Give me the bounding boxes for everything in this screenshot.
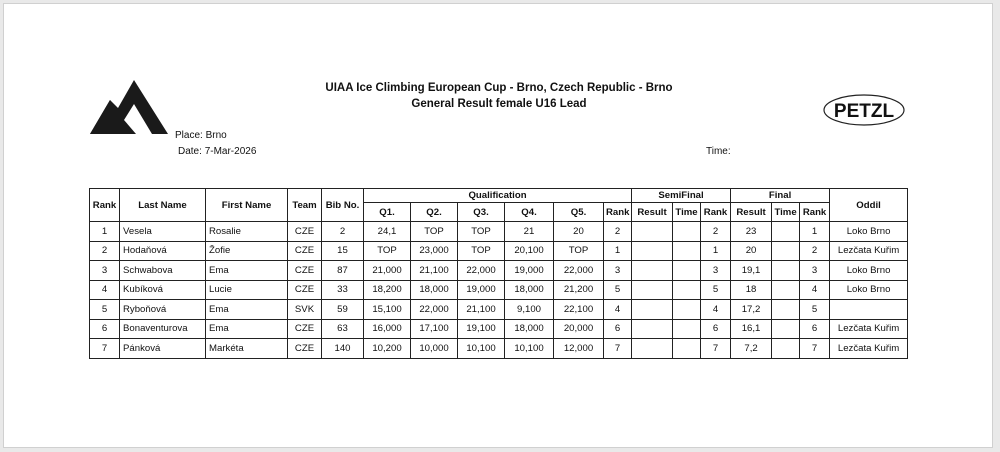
col-sf-result: Result <box>632 203 673 222</box>
cell-sf-rank: 3 <box>701 261 731 281</box>
cell-q1: 15,100 <box>364 300 411 320</box>
cell-q3: 10,100 <box>458 339 505 359</box>
results-body <box>90 222 908 359</box>
col-bib: Bib No. <box>322 189 364 222</box>
cell-sf-time <box>673 319 701 339</box>
cell-rank: 6 <box>90 319 120 339</box>
table-row <box>90 300 908 320</box>
cell-f-rank: 2 <box>800 241 830 261</box>
col-oddil: Oddil <box>830 189 908 222</box>
sponsor-logo-text: PETZL <box>833 101 895 122</box>
col-group-final: Final <box>731 189 830 203</box>
page-subtitle: General Result female U16 Lead <box>411 98 587 110</box>
cell-sf-result <box>632 261 673 281</box>
cell-oddil <box>830 300 908 320</box>
cell-f-time <box>772 300 800 320</box>
cell-q4: 21 <box>505 222 554 242</box>
col-f-rank: Rank <box>800 203 830 222</box>
cell-rank: 5 <box>90 300 120 320</box>
table-row <box>90 261 908 281</box>
col-group-qualification: Qualification <box>364 189 632 203</box>
cell-q3: 22,000 <box>458 261 505 281</box>
cell-sf-rank: 5 <box>701 280 731 300</box>
table-row <box>90 280 908 300</box>
cell-sf-result <box>632 339 673 359</box>
cell-q-rank: 5 <box>604 280 632 300</box>
cell-f-time <box>772 280 800 300</box>
cell-q2: 10,000 <box>411 339 458 359</box>
cell-sf-time <box>673 339 701 359</box>
cell-f-time <box>772 319 800 339</box>
cell-team: CZE <box>288 280 322 300</box>
cell-sf-time <box>673 280 701 300</box>
cell-q-rank: 6 <box>604 319 632 339</box>
col-sf-time: Time <box>673 203 701 222</box>
col-q-rank: Rank <box>604 203 632 222</box>
results-table <box>89 188 908 359</box>
cell-oddil: Loko Brno <box>830 222 908 242</box>
cell-sf-time <box>673 241 701 261</box>
cell-sf-result <box>632 241 673 261</box>
cell-team: CZE <box>288 222 322 242</box>
cell-rank: 3 <box>90 261 120 281</box>
cell-q5: 12,000 <box>554 339 604 359</box>
cell-oddil: Lezčata Kuřim <box>830 339 908 359</box>
cell-q-rank: 3 <box>604 261 632 281</box>
cell-last-name: Kubíková <box>120 280 206 300</box>
cell-q5: TOP <box>554 241 604 261</box>
col-q5: Q5. <box>554 203 604 222</box>
cell-first-name: Lucie <box>206 280 288 300</box>
cell-q5: 21,200 <box>554 280 604 300</box>
cell-q1: TOP <box>364 241 411 261</box>
place-field <box>175 130 227 141</box>
date-value: 7-Mar-2026 <box>204 146 257 157</box>
cell-q4: 18,000 <box>505 319 554 339</box>
cell-last-name: Ryboňová <box>120 300 206 320</box>
cell-first-name: Ema <box>206 319 288 339</box>
cell-sf-rank: 7 <box>701 339 731 359</box>
table-row <box>90 339 908 359</box>
cell-f-rank: 7 <box>800 339 830 359</box>
date-field <box>178 146 256 157</box>
cell-first-name: Markéta <box>206 339 288 359</box>
cell-last-name: Bonaventurova <box>120 319 206 339</box>
cell-q1: 10,200 <box>364 339 411 359</box>
cell-q4: 18,000 <box>505 280 554 300</box>
cell-f-rank: 4 <box>800 280 830 300</box>
cell-first-name: Ema <box>206 300 288 320</box>
cell-last-name: Schwabova <box>120 261 206 281</box>
col-q2: Q2. <box>411 203 458 222</box>
cell-q4: 19,000 <box>505 261 554 281</box>
cell-sf-result <box>632 319 673 339</box>
petzl-logo <box>822 92 906 128</box>
cell-f-result: 17,2 <box>731 300 772 320</box>
cell-last-name: Hodaňová <box>120 241 206 261</box>
cell-f-result: 16,1 <box>731 319 772 339</box>
cell-bib: 59 <box>322 300 364 320</box>
cell-q-rank: 2 <box>604 222 632 242</box>
cell-bib: 140 <box>322 339 364 359</box>
cell-rank: 1 <box>90 222 120 242</box>
cell-team: CZE <box>288 339 322 359</box>
time-field <box>706 146 731 157</box>
cell-f-rank: 5 <box>800 300 830 320</box>
cell-sf-rank: 1 <box>701 241 731 261</box>
cell-rank: 2 <box>90 241 120 261</box>
cell-sf-result <box>632 300 673 320</box>
table-row <box>90 319 908 339</box>
cell-bib: 87 <box>322 261 364 281</box>
time-label: Time: <box>706 146 731 157</box>
result-sheet <box>3 3 993 448</box>
cell-first-name: Ema <box>206 261 288 281</box>
cell-first-name: Rosalie <box>206 222 288 242</box>
col-q1: Q1. <box>364 203 411 222</box>
cell-q1: 21,000 <box>364 261 411 281</box>
col-last-name: Last Name <box>120 189 206 222</box>
cell-f-result: 19,1 <box>731 261 772 281</box>
cell-rank: 4 <box>90 280 120 300</box>
cell-f-time <box>772 241 800 261</box>
table-row <box>90 222 908 242</box>
cell-q4: 20,100 <box>505 241 554 261</box>
cell-q4: 10,100 <box>505 339 554 359</box>
cell-f-rank: 1 <box>800 222 830 242</box>
cell-f-time <box>772 261 800 281</box>
cell-q1: 18,200 <box>364 280 411 300</box>
cell-sf-time <box>673 261 701 281</box>
col-f-result: Result <box>731 203 772 222</box>
cell-q2: 21,100 <box>411 261 458 281</box>
cell-f-time <box>772 222 800 242</box>
cell-bib: 63 <box>322 319 364 339</box>
cell-team: CZE <box>288 261 322 281</box>
cell-q1: 16,000 <box>364 319 411 339</box>
cell-q4: 9,100 <box>505 300 554 320</box>
cell-q3: TOP <box>458 222 505 242</box>
cell-f-result: 23 <box>731 222 772 242</box>
cell-q5: 22,100 <box>554 300 604 320</box>
cell-f-result: 18 <box>731 280 772 300</box>
col-rank: Rank <box>90 189 120 222</box>
cell-team: SVK <box>288 300 322 320</box>
cell-last-name: Vesela <box>120 222 206 242</box>
col-sf-rank: Rank <box>701 203 731 222</box>
cell-q1: 24,1 <box>364 222 411 242</box>
place-label: Place: <box>175 130 203 141</box>
cell-q2: 18,000 <box>411 280 458 300</box>
cell-sf-time <box>673 300 701 320</box>
cell-oddil: Lezčata Kuřim <box>830 319 908 339</box>
cell-bib: 33 <box>322 280 364 300</box>
cell-sf-result <box>632 222 673 242</box>
col-first-name: First Name <box>206 189 288 222</box>
cell-q3: 21,100 <box>458 300 505 320</box>
place-value: Brno <box>205 130 227 141</box>
cell-q2: 17,100 <box>411 319 458 339</box>
cell-q2: 22,000 <box>411 300 458 320</box>
cell-q5: 20 <box>554 222 604 242</box>
cell-rank: 7 <box>90 339 120 359</box>
cell-sf-rank: 4 <box>701 300 731 320</box>
col-q4: Q4. <box>505 203 554 222</box>
table-row <box>90 241 908 261</box>
cell-q2: 23,000 <box>411 241 458 261</box>
cell-bib: 15 <box>322 241 364 261</box>
cell-f-time <box>772 339 800 359</box>
cell-oddil: Loko Brno <box>830 261 908 281</box>
cell-oddil: Loko Brno <box>830 280 908 300</box>
cell-team: CZE <box>288 319 322 339</box>
date-label: Date: <box>178 146 202 157</box>
col-team: Team <box>288 189 322 222</box>
cell-q5: 20,000 <box>554 319 604 339</box>
cell-sf-result <box>632 280 673 300</box>
cell-sf-rank: 6 <box>701 319 731 339</box>
cell-q5: 22,000 <box>554 261 604 281</box>
cell-sf-time <box>673 222 701 242</box>
cell-oddil: Lezčata Kuřim <box>830 241 908 261</box>
cell-sf-rank: 2 <box>701 222 731 242</box>
cell-f-rank: 3 <box>800 261 830 281</box>
cell-last-name: Pánková <box>120 339 206 359</box>
cell-q3: 19,000 <box>458 280 505 300</box>
cell-q2: TOP <box>411 222 458 242</box>
cell-f-result: 7,2 <box>731 339 772 359</box>
page-title: UIAA Ice Climbing European Cup - Brno, Czech Republic - Brno <box>325 82 673 94</box>
col-f-time: Time <box>772 203 800 222</box>
cell-q-rank: 1 <box>604 241 632 261</box>
cell-f-result: 20 <box>731 241 772 261</box>
cell-q3: 19,100 <box>458 319 505 339</box>
cell-team: CZE <box>288 241 322 261</box>
cell-q-rank: 4 <box>604 300 632 320</box>
col-group-semifinal: SemiFinal <box>632 189 731 203</box>
cell-first-name: Žofie <box>206 241 288 261</box>
col-q3: Q3. <box>458 203 505 222</box>
cell-q-rank: 7 <box>604 339 632 359</box>
cell-q3: TOP <box>458 241 505 261</box>
cell-f-rank: 6 <box>800 319 830 339</box>
cell-bib: 2 <box>322 222 364 242</box>
